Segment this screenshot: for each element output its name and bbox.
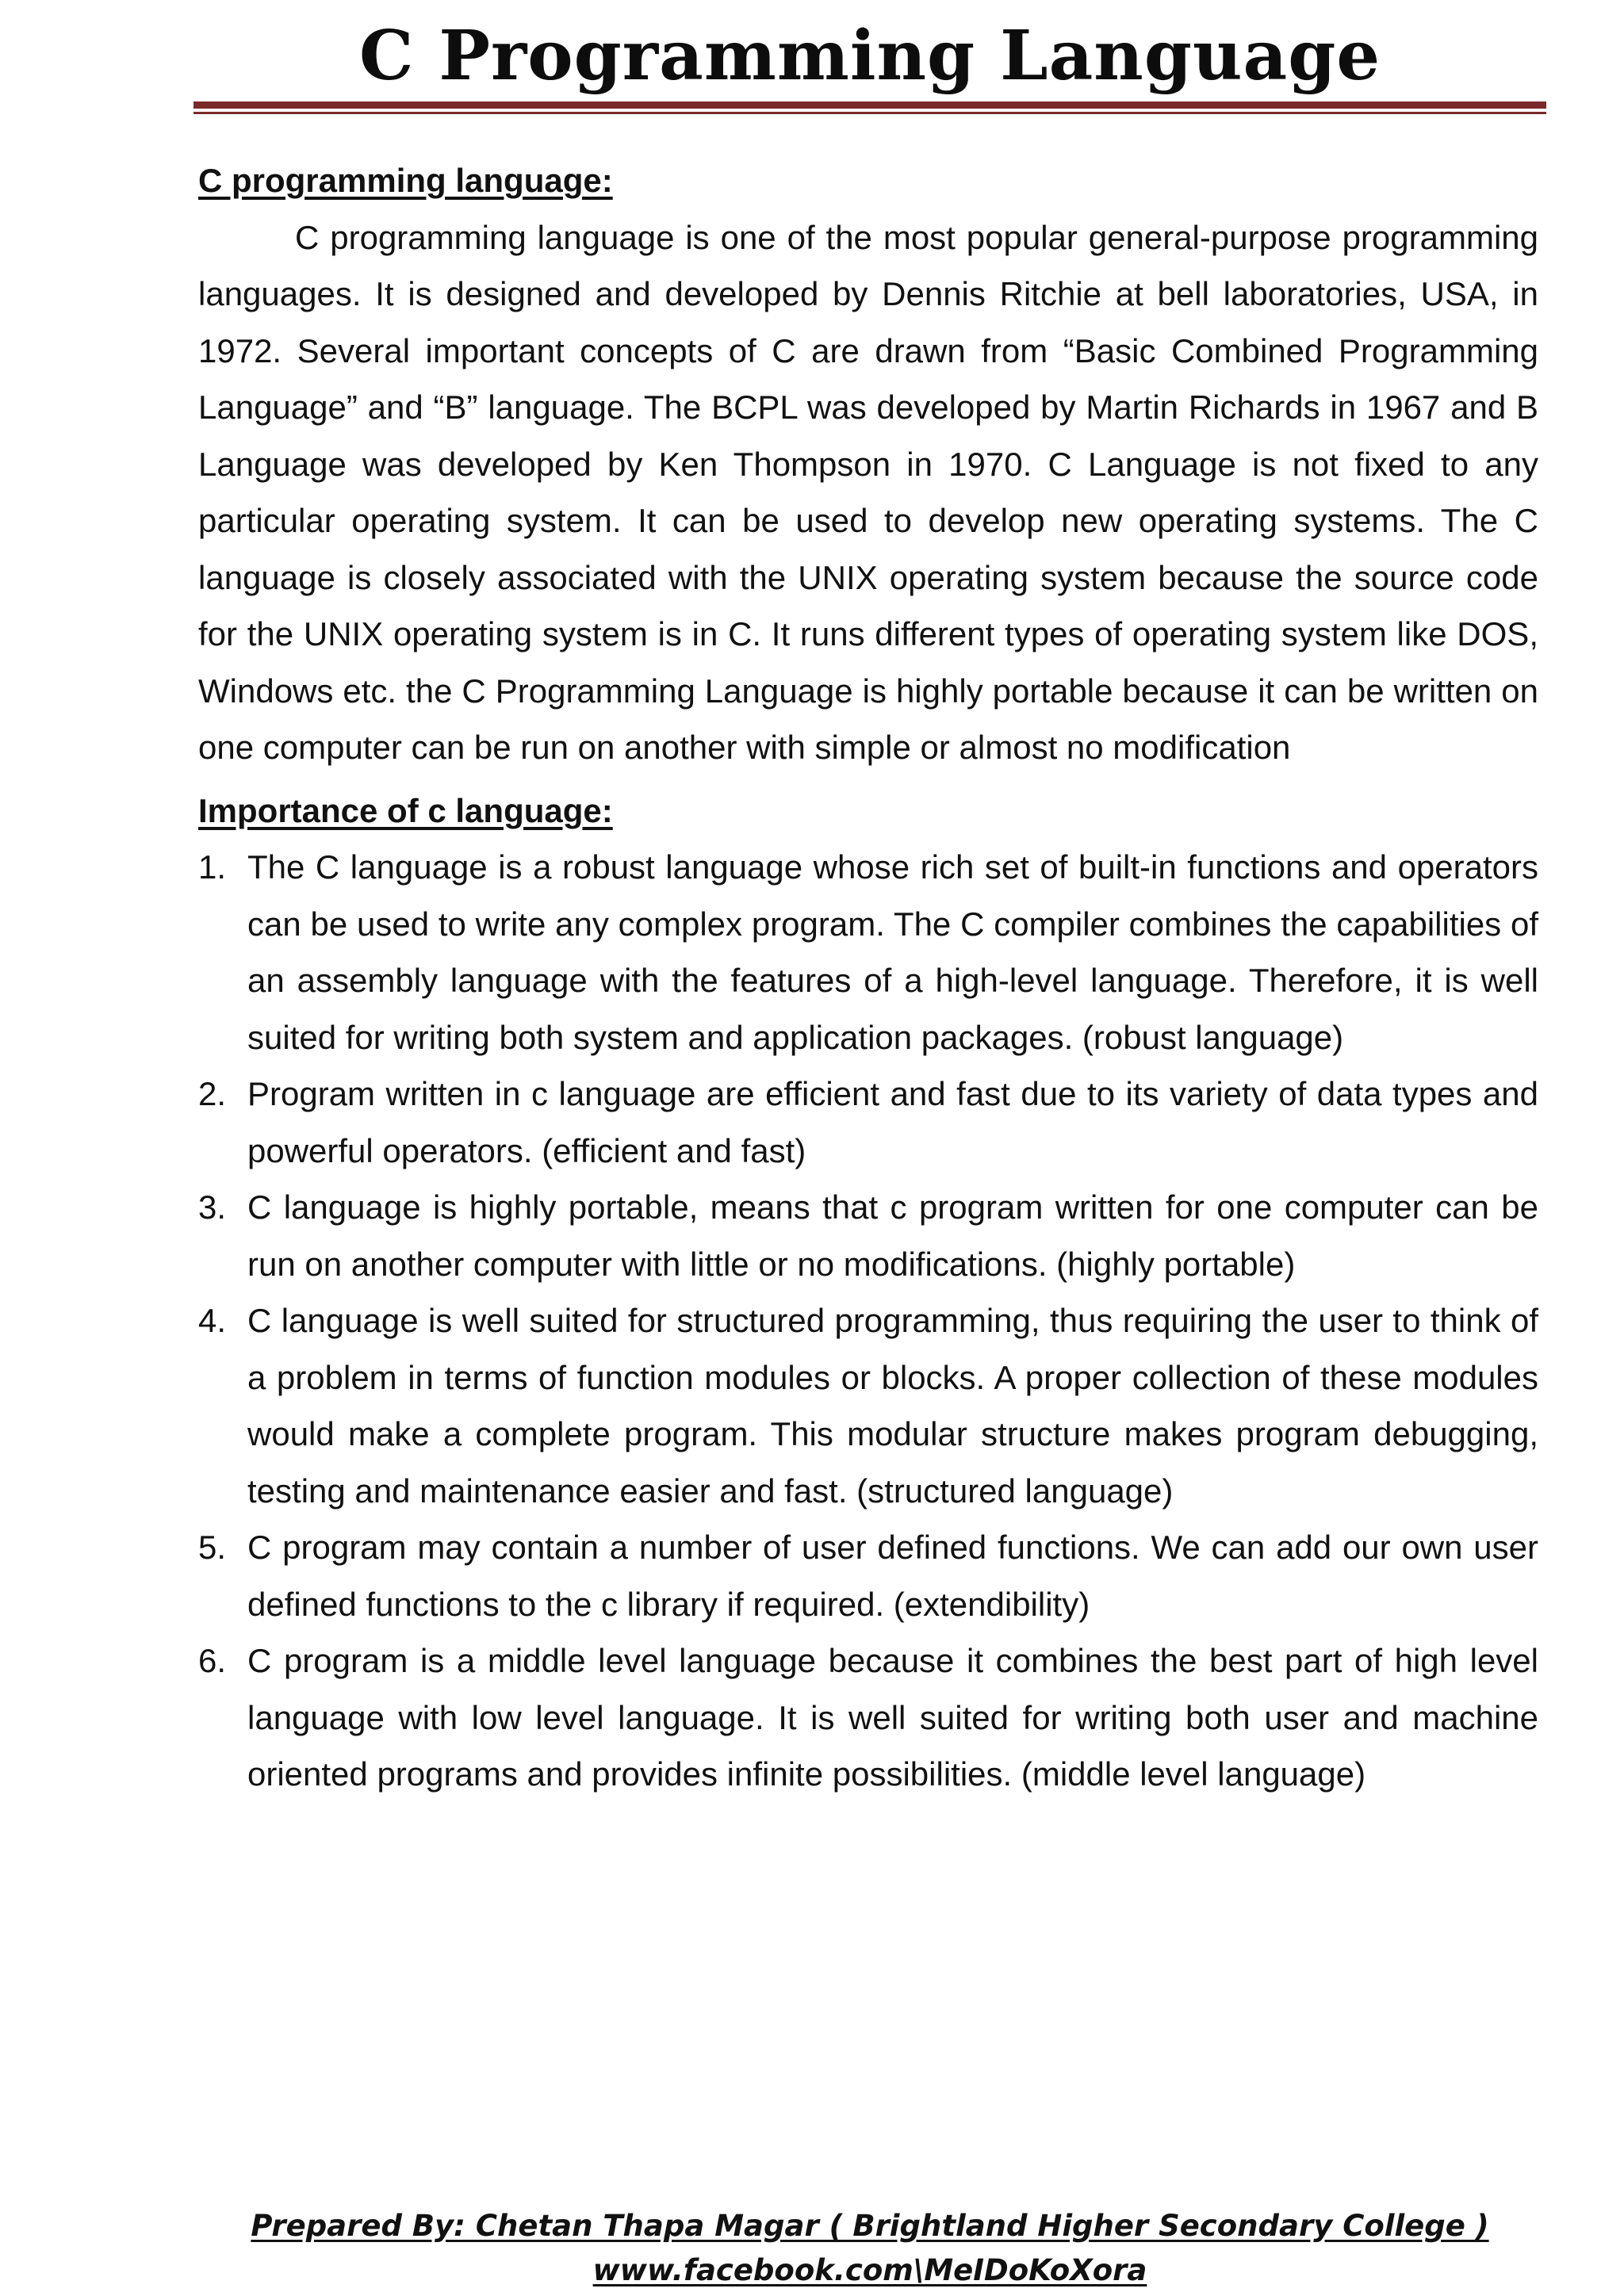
section-importance — [198, 783, 1538, 1803]
list-item — [198, 1066, 1538, 1179]
list-item-text: Program written in c language are efficient and fast due to its variety of data types and powerful operators. (efficient and fast) — [247, 1075, 1538, 1169]
list-item-number: 3. — [198, 1188, 227, 1226]
list-item — [198, 1519, 1538, 1632]
page-header — [193, 0, 1546, 96]
footer-facebook-link[interactable]: www.facebook.com\MeIDoKoXora — [592, 2253, 1147, 2287]
list-item-number: 2. — [198, 1075, 227, 1112]
list-item — [198, 1292, 1538, 1519]
list-item-number: 5. — [198, 1529, 227, 1566]
list-item-number: 1. — [198, 848, 227, 886]
importance-list — [198, 839, 1538, 1803]
list-item — [198, 1632, 1538, 1803]
document-body — [198, 152, 1538, 1803]
list-item — [198, 839, 1538, 1066]
page-title: C Programming Language — [358, 16, 1381, 96]
title-rule-thin — [193, 112, 1546, 114]
list-item-number: 6. — [198, 1642, 227, 1679]
list-item-text: C program is a middle level language because it combines the best part of high level language with low level language. It is well suited for writing both user and machine oriented programs and provides infinite possibilities. (middle level language) — [247, 1642, 1538, 1793]
intro-paragraph: C programming language is one of the most popular general-purpose programming languages. It is designed and developed by Dennis Ritchie at bell laboratories, USA, in 1972. Several important concepts of C are drawn from “Basic Combined Programming Language” and “B” language. The BCPL was developed by Martin Richards in 1967 and B Language was developed by Ken Thompson in 1970. C Language is not fixed to any particular operating system. It can be used to develop new operating systems. The C language is closely associated with the UNIX operating system because the source code for the UNIX operating system is in C. It runs different types of operating system like DOS, Windows etc. the C Programming Language is highly portable because it can be written on one computer can be run on another with simple or almost no modification — [198, 218, 1538, 766]
section-heading-c-programming-language: C programming language: — [198, 162, 613, 199]
section-c-programming-language — [198, 152, 1538, 776]
title-rule-thick — [193, 101, 1546, 109]
list-item-number: 4. — [198, 1302, 227, 1339]
list-item-text: C program may contain a number of user defined functions. We can add our own user defined functions to the c library if required. (extendibility) — [247, 1529, 1538, 1623]
list-item-text: C language is well suited for structured programming, thus requiring the user to think of a problem in terms of function modules or blocks. A proper collection of these modules would make a complete program. This modular structure makes program debugging, testing and maintenance easier and fast. (structured language) — [247, 1302, 1538, 1510]
list-item-text: C language is highly portable, means that c program written for one computer can be run on another computer with little or no modifications. (highly portable) — [247, 1188, 1538, 1283]
page-footer — [193, 2204, 1546, 2293]
list-item — [198, 1179, 1538, 1292]
section-heading-importance: Importance of c language: — [198, 791, 613, 829]
footer-prepared-by: Prepared By: Chetan Thapa Magar ( Brightland Higher Secondary College ) — [251, 2209, 1489, 2243]
list-item-text: The C language is a robust language whose rich set of built-in functions and operators can be used to write any complex program. The C compiler combines the capabilities of an assembly language with the features of a high-level language. Therefore, it is well suited for writing both system and application packages. (robust language) — [247, 848, 1538, 1056]
